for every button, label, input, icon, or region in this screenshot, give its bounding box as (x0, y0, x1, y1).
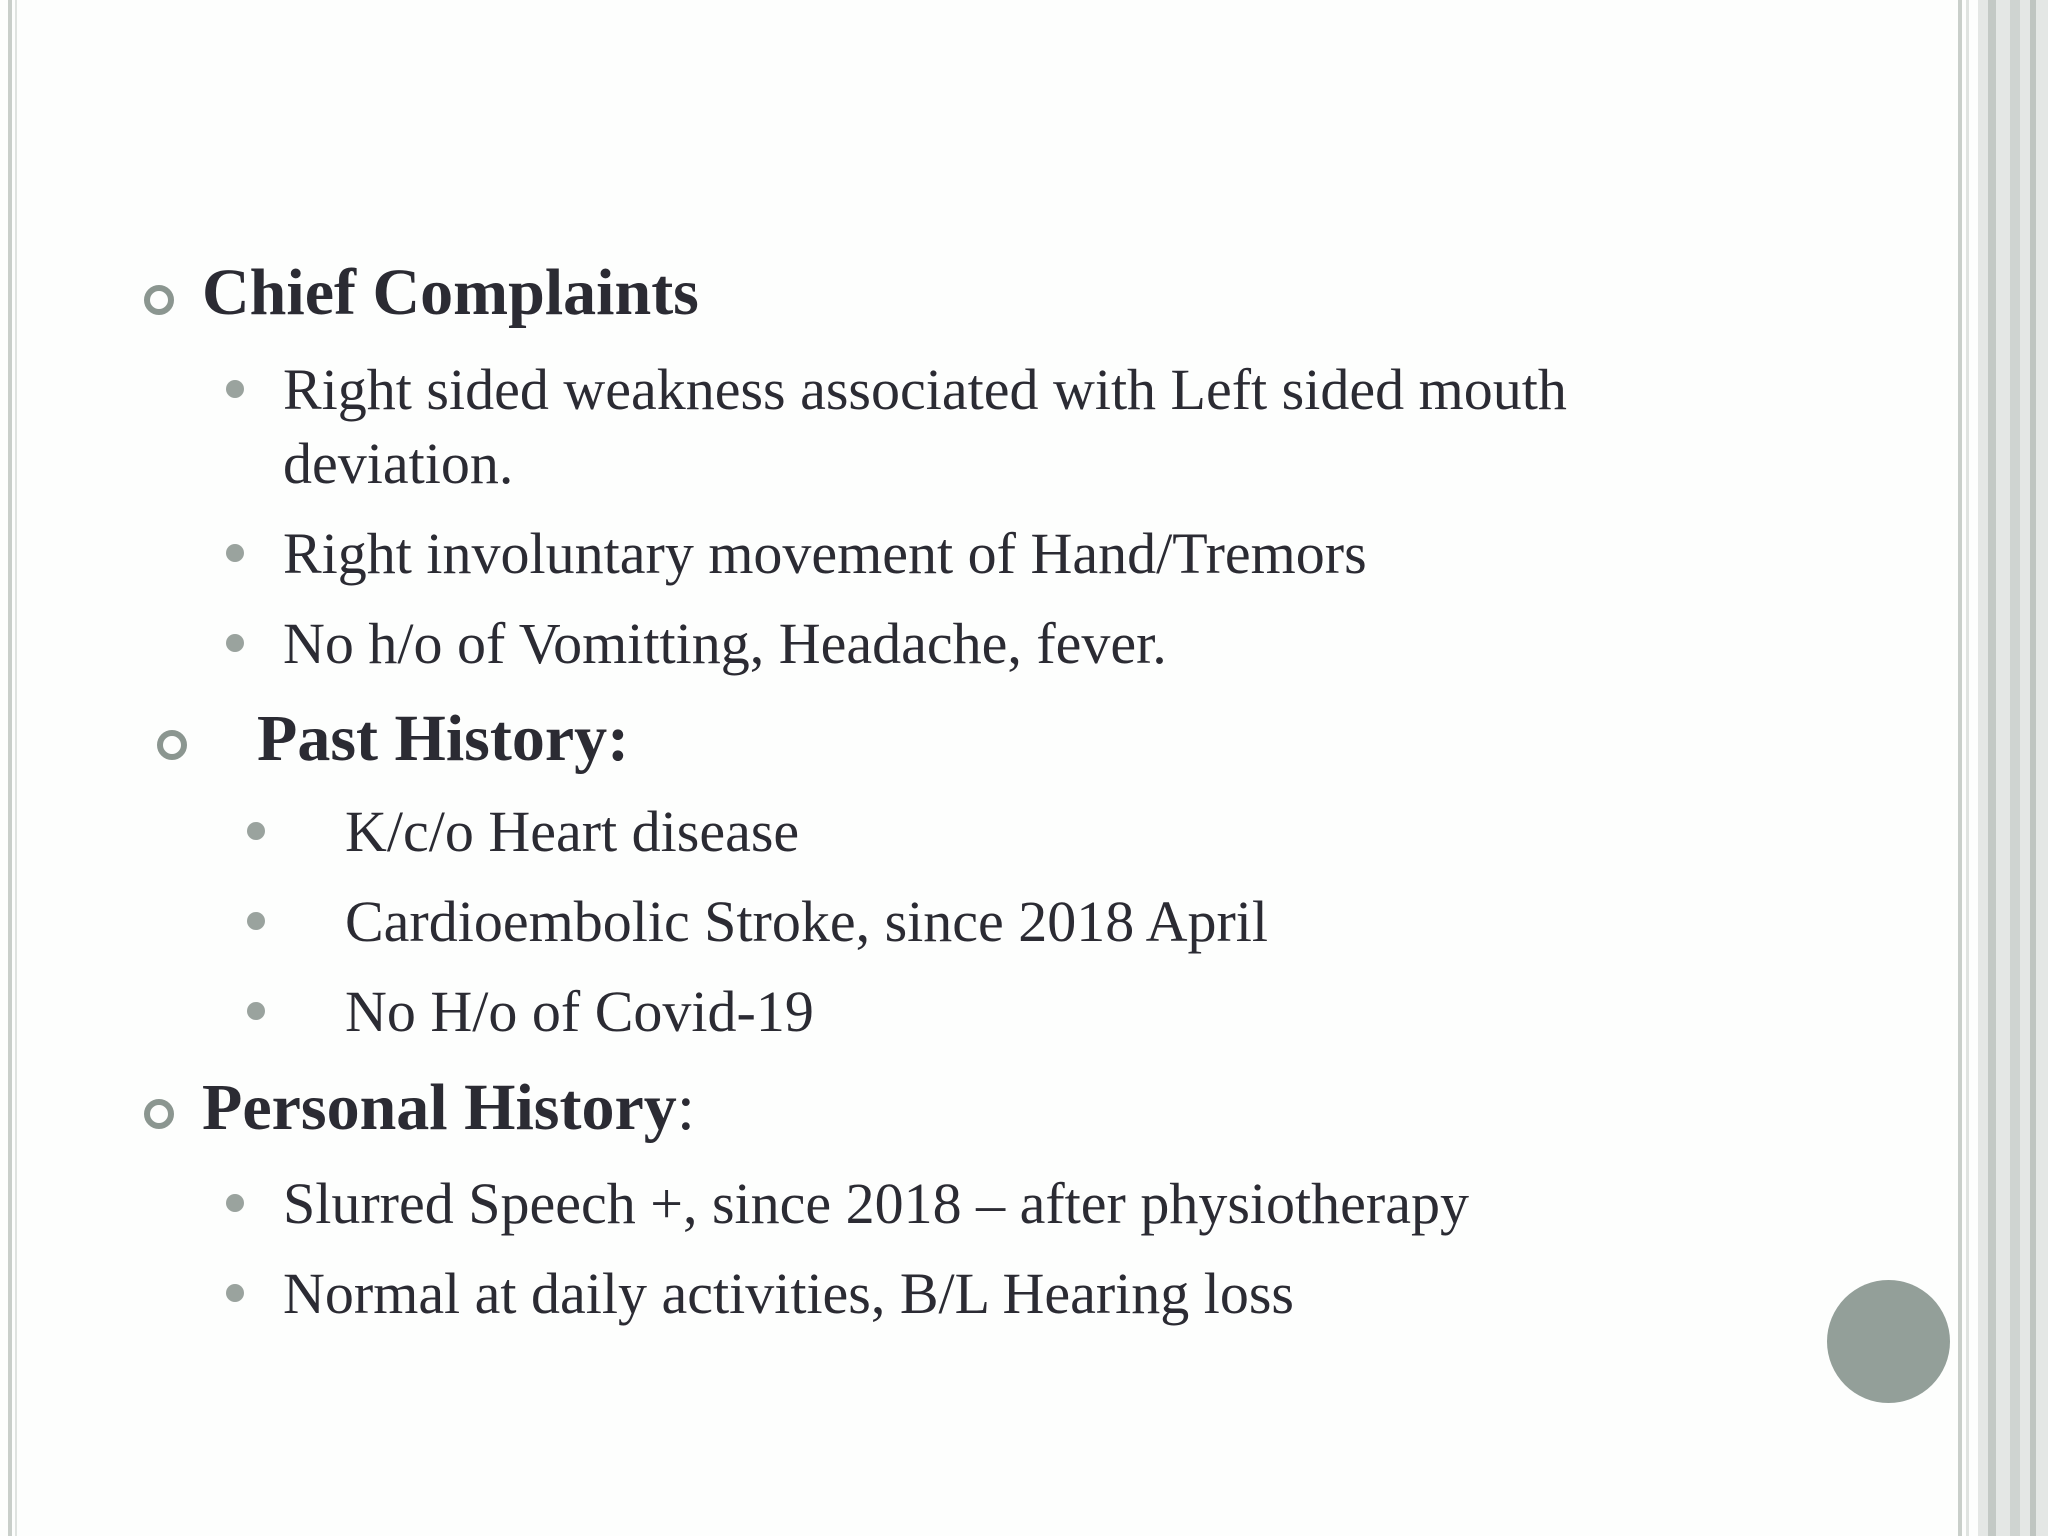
bullet-dot-icon (226, 380, 244, 398)
slide-border-right-inner (1966, 0, 1969, 1536)
section-heading-chief-complaints (202, 256, 699, 329)
slide-border-left (8, 0, 12, 1536)
list-item-continuation: deviation. (283, 431, 514, 496)
bullet-dot-icon (247, 1002, 265, 1020)
slide-border-left-inner (15, 0, 17, 1536)
section-heading-text: Past History: (257, 702, 630, 775)
bullet-dot-icon (226, 1284, 244, 1302)
list-item: Slurred Speech +, since 2018 – after physiotherapy (283, 1171, 1469, 1236)
section-heading-past-history (257, 702, 630, 775)
section-heading-text: Chief Complaints (202, 256, 699, 329)
bullet-dot-icon (226, 1194, 244, 1212)
list-item: No h/o of Vomitting, Headache, fever. (283, 611, 1167, 676)
section-heading-personal-history (202, 1071, 696, 1144)
bullet-dot-icon (247, 822, 265, 840)
bullet-dot-icon (226, 544, 244, 562)
list-item: Cardioembolic Stroke, since 2018 April (345, 889, 1269, 954)
decorative-circle (1827, 1280, 1950, 1403)
section-ring-bullet-icon (144, 285, 174, 315)
list-item: Right sided weakness associated with Left sided mouth (283, 357, 1567, 422)
slide-side-stripe (2030, 0, 2036, 1536)
list-item: Normal at daily activities, B/L Hearing loss (283, 1261, 1295, 1326)
section-ring-bullet-icon (157, 730, 187, 760)
bullet-dot-icon (226, 634, 244, 652)
section-ring-bullet-icon (144, 1099, 174, 1129)
section-heading-suffix: : (676, 1071, 696, 1144)
section-heading-text: Personal History (202, 1071, 677, 1144)
slide-side-stripe (2010, 0, 2020, 1536)
bullet-dot-icon (247, 912, 265, 930)
slide-side-stripe (1988, 0, 1996, 1536)
list-item: K/c/o Heart disease (345, 799, 800, 864)
list-item: Right involuntary movement of Hand/Tremors (283, 521, 1367, 586)
list-item: No H/o of Covid-19 (345, 979, 814, 1044)
slide-border-right (1958, 0, 1962, 1536)
